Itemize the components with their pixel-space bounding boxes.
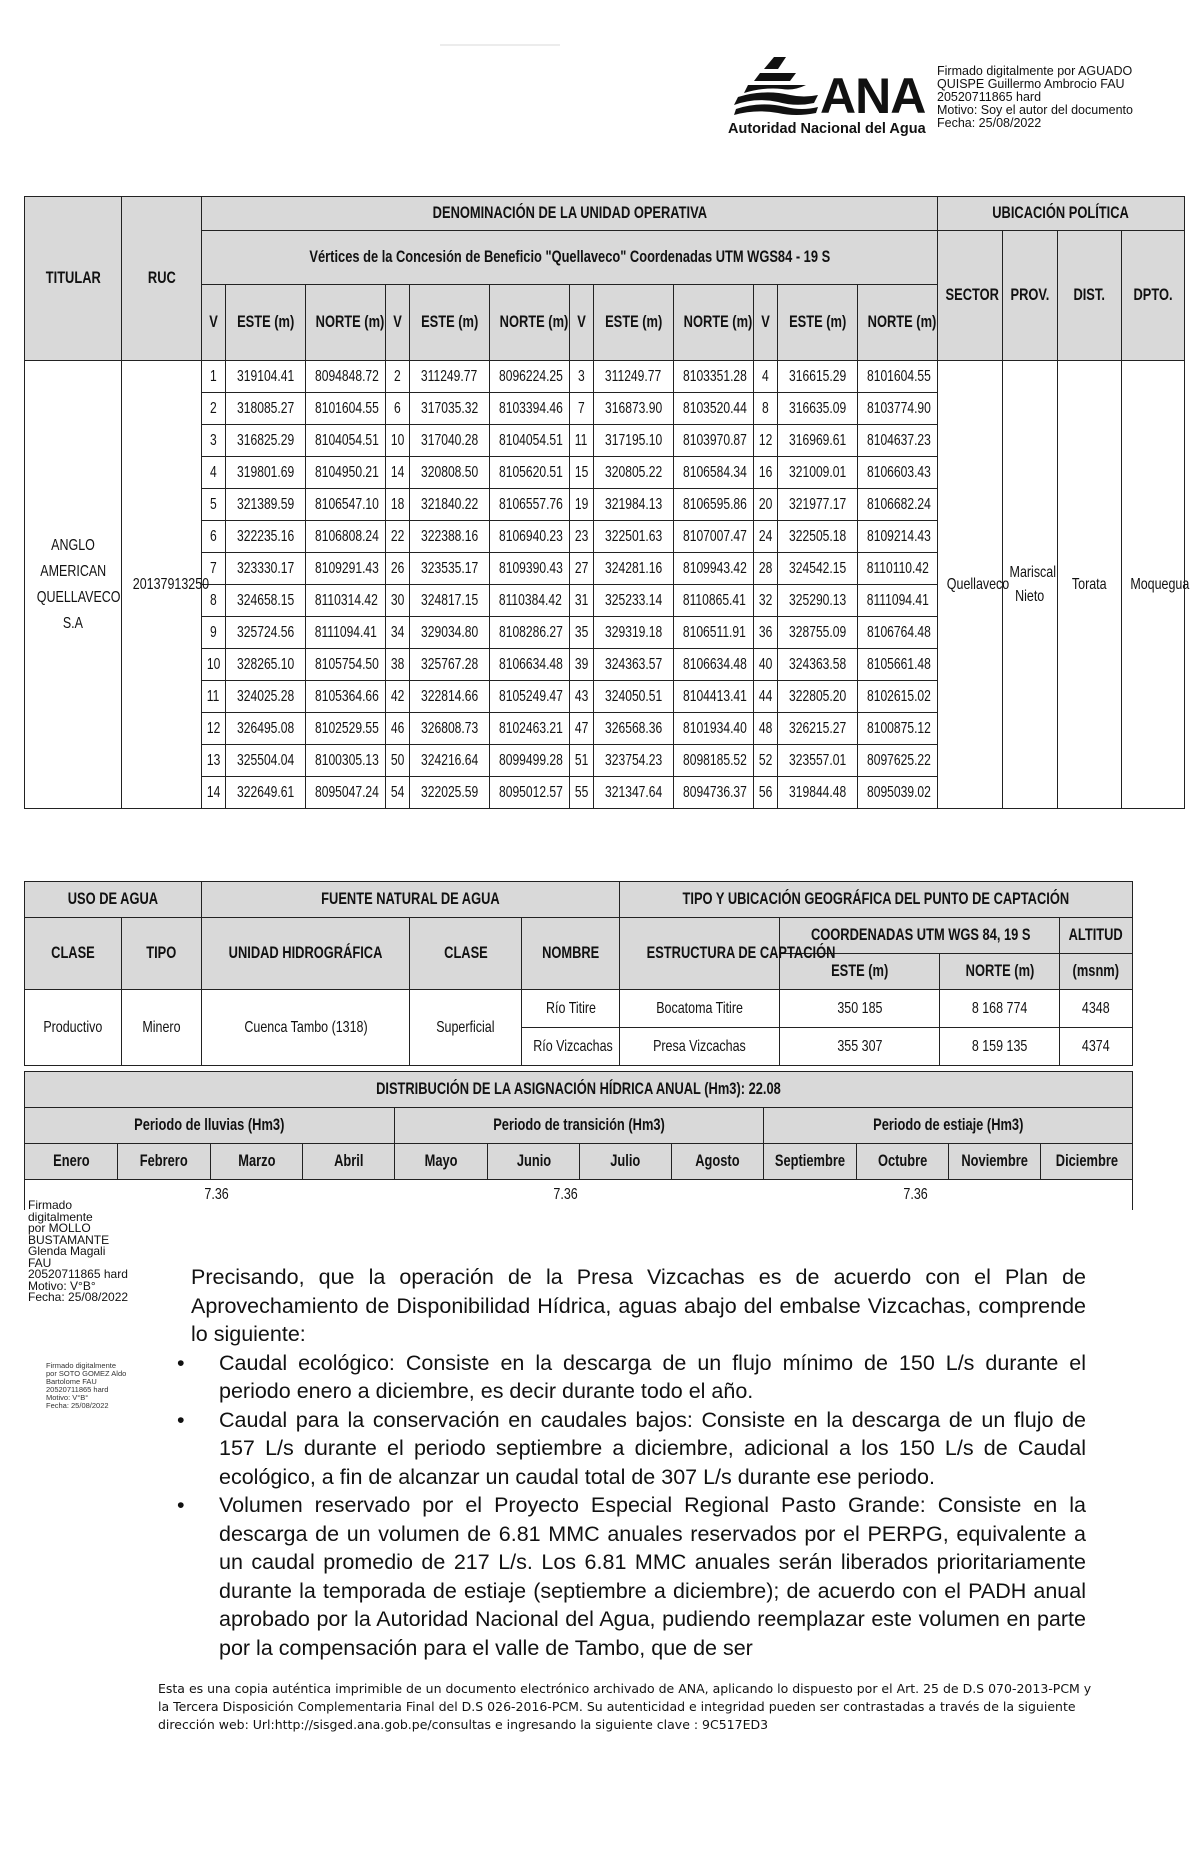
este-value: 322805.20 (778, 681, 858, 713)
v-col-header: V (202, 285, 226, 361)
este-value: 319801.69 (226, 457, 306, 489)
signature-line: Firmado digitalmente (46, 1361, 117, 1370)
dpto-header: DPTO. (1122, 231, 1185, 361)
estructura-header: ESTRUCTURA DE CAPTACIÓN (620, 918, 780, 990)
este-col-header: ESTE (m) (778, 285, 858, 361)
este-value: 324363.58 (778, 649, 858, 681)
vertex-number: 28 (754, 553, 778, 585)
vertex-number: 6 (202, 521, 226, 553)
signature-line: Motivo: V°B° (46, 1393, 89, 1402)
norte-value: 8 159 135 (940, 1028, 1060, 1066)
norte-value: 8101604.55 (858, 361, 938, 393)
altitud-unit: (msnm) (1060, 954, 1133, 990)
bullet-icon: • (177, 1350, 185, 1375)
norte-value: 8098185.52 (674, 745, 754, 777)
altitud-value: 4348 (1060, 990, 1133, 1028)
este-value: 324050.51 (594, 681, 674, 713)
norte-value: 8106634.48 (490, 649, 570, 681)
vertex-number: 46 (386, 713, 410, 745)
norte-value: 8102615.02 (858, 681, 938, 713)
vertex-number: 18 (386, 489, 410, 521)
vertex-number: 12 (202, 713, 226, 745)
norte-value: 8094736.37 (674, 777, 754, 809)
vertex-number: 11 (202, 681, 226, 713)
este-value: 323535.17 (410, 553, 490, 585)
norte-value: 8100875.12 (858, 713, 938, 745)
signature-line: Fecha: 25/08/2022 (28, 1290, 129, 1304)
month-header: Agosto (672, 1144, 764, 1180)
norte-value: 8110314.42 (306, 585, 386, 617)
titular-value: ANGLO AMERICAN QUELLAVECO S.A (25, 361, 122, 809)
vertex-number: 38 (386, 649, 410, 681)
vertex-number: 39 (570, 649, 594, 681)
dpto-value: Moquegua (1122, 361, 1185, 809)
este-value: 322649.61 (226, 777, 306, 809)
clase-header: CLASE (25, 918, 122, 990)
norte-value: 8097625.22 (858, 745, 938, 777)
table-row (25, 361, 1185, 393)
norte-col-header: NORTE (m) (858, 285, 938, 361)
norte-value: 8104950.21 (306, 457, 386, 489)
signature-line: BUSTAMANTE (28, 1232, 110, 1247)
vertex-number: 50 (386, 745, 410, 777)
vertex-number: 5 (202, 489, 226, 521)
norte-value: 8111094.41 (306, 617, 386, 649)
signature-line: FAU (28, 1255, 52, 1270)
digital-signature-left (28, 1200, 158, 1304)
norte-value: 8106557.76 (490, 489, 570, 521)
norte-value: 8110110.42 (858, 553, 938, 585)
ubicacion-header: UBICACIÓN POLÍTICA (938, 197, 1185, 231)
signature-line: digitalmente (28, 1209, 93, 1224)
period-lluvias: Periodo de lluvias (Hm3) (25, 1108, 395, 1144)
ana-logo (728, 55, 933, 145)
top-mark (440, 44, 560, 46)
norte-value: 8104413.41 (674, 681, 754, 713)
norte-value: 8109943.42 (674, 553, 754, 585)
signature-line: 20520711865 hard (937, 90, 1042, 104)
signature-line: por SOTO GOMEZ Aldo (46, 1369, 127, 1378)
este-value: 316635.09 (778, 393, 858, 425)
norte-value: 8101934.40 (674, 713, 754, 745)
vertex-number: 52 (754, 745, 778, 777)
digital-signature-left-small (46, 1362, 146, 1410)
fuente-header: FUENTE NATURAL DE AGUA (202, 882, 620, 918)
vertex-number: 8 (202, 585, 226, 617)
este-value: 316615.29 (778, 361, 858, 393)
list-item: • Volumen reservado por el Proyecto Especial Regional Pasto Grande: Consiste en la descarga de un volumen de 6.81 MMC anuales reservados por el PERPG, equivalente a un caudal promedio de 217 L/s. Los 6.81 MMC anuales serán liberados prioritariamente durante la temporada de estiaje (septiembre a diciembre); de acuerdo con el PADH anual aprobado por la Autoridad Nacional del Agua, pudiendo reemplazar este volumen en parte por la compensación para el valle de Tambo, que de ser (177, 1493, 1086, 1660)
norte-value: 8095039.02 (858, 777, 938, 809)
este-header: ESTE (m) (780, 954, 940, 990)
dist-value: Torata (1058, 361, 1122, 809)
norte-value: 8096224.25 (490, 361, 570, 393)
vertex-number: 4 (202, 457, 226, 489)
este-value: 322235.16 (226, 521, 306, 553)
vertex-number: 15 (570, 457, 594, 489)
norte-value: 8103351.28 (674, 361, 754, 393)
month-header: Junio (488, 1144, 580, 1180)
v-col-header: V (386, 285, 410, 361)
este-value: 325504.04 (226, 745, 306, 777)
este-value: 328265.10 (226, 649, 306, 681)
vertex-number: 13 (202, 745, 226, 777)
este-value: 319844.48 (778, 777, 858, 809)
este-value: 323330.17 (226, 553, 306, 585)
este-value: 326495.08 (226, 713, 306, 745)
este-value: 321389.59 (226, 489, 306, 521)
vertices-header: Vértices de la Concesión de Beneficio "Quellaveco" Coordenadas UTM WGS84 - 19 S (202, 231, 938, 285)
ana-wave-icon (734, 55, 820, 117)
norte-header: NORTE (m) (940, 954, 1060, 990)
norte-value: 8095047.24 (306, 777, 386, 809)
value-transicion: 7.36 (552, 1186, 578, 1203)
bullet-list (177, 1349, 1086, 1663)
vertex-number: 6 (386, 393, 410, 425)
value-estiaje: 7.36 (764, 1180, 1133, 1211)
este-value: 319104.41 (226, 361, 306, 393)
month-header: Noviembre (949, 1144, 1041, 1180)
este-value: 325724.56 (226, 617, 306, 649)
norte-value: 8105249.47 (490, 681, 570, 713)
este-value: 316825.29 (226, 425, 306, 457)
este-value: 329034.80 (410, 617, 490, 649)
norte-value: 8110384.42 (490, 585, 570, 617)
este-value: 326808.73 (410, 713, 490, 745)
norte-value: 8106634.48 (674, 649, 754, 681)
month-header: Abril (303, 1144, 395, 1180)
norte-value: 8107007.47 (674, 521, 754, 553)
norte-value: 8105661.48 (858, 649, 938, 681)
norte-value: 8106584.34 (674, 457, 754, 489)
vertex-number: 48 (754, 713, 778, 745)
este-value: 322388.16 (410, 521, 490, 553)
month-header: Julio (580, 1144, 672, 1180)
denominacion-header: DENOMINACIÓN DE LA UNIDAD OPERATIVA (202, 197, 938, 231)
tipo-value: Minero (122, 990, 202, 1066)
vertex-number: 8 (754, 393, 778, 425)
vertex-number: 24 (754, 521, 778, 553)
estructura-value: Presa Vizcachas (620, 1028, 780, 1066)
bullet-icon: • (177, 1407, 185, 1432)
vertex-number: 11 (570, 425, 594, 457)
vertex-number: 20 (754, 489, 778, 521)
period-transicion: Periodo de transición (Hm3) (395, 1108, 764, 1144)
norte-value: 8105754.50 (306, 649, 386, 681)
norte-value: 8103970.87 (674, 425, 754, 457)
este-col-header: ESTE (m) (226, 285, 306, 361)
este-value: 324542.15 (778, 553, 858, 585)
norte-value: 8106764.48 (858, 617, 938, 649)
norte-value: 8109291.43 (306, 553, 386, 585)
este-value: 323557.01 (778, 745, 858, 777)
vertex-number: 47 (570, 713, 594, 745)
vertex-number: 36 (754, 617, 778, 649)
este-value: 328755.09 (778, 617, 858, 649)
vertex-number: 9 (202, 617, 226, 649)
norte-value: 8104637.23 (858, 425, 938, 457)
este-value: 311249.77 (410, 361, 490, 393)
este-value: 321009.01 (778, 457, 858, 489)
vertex-number: 43 (570, 681, 594, 713)
footer-note: Esta es una copia auténtica imprimible de un documento electrónico archivado de ANA, aplicando lo dispuesto por el Art. 25 de D.S 070-2013-PCM y la Tercera Disposición Complementaria Final del D.S 026-2016-PCM. Su autenticidad e integridad pueden ser contrastadas a través de la siguiente dirección web: Url:http://sisged.ana.gob.pe/consultas e ingresando la siguiente clave : 9C517ED3 (158, 1681, 1092, 1732)
ruc-value: 20137913250 (122, 361, 202, 809)
norte-value: 8109214.43 (858, 521, 938, 553)
norte-value: 8106595.86 (674, 489, 754, 521)
coordenadas-header: COORDENADAS UTM WGS 84, 19 S (780, 918, 1060, 954)
este-value: 321347.64 (594, 777, 674, 809)
vertex-number: 54 (386, 777, 410, 809)
list-item: • Caudal ecológico: Consiste en la descarga de un flujo mínimo de 150 L/s durante el periodo enero a diciembre, es decir durante todo el año. (177, 1350, 1086, 1403)
signature-line: Bartolome FAU (46, 1377, 97, 1386)
vertex-number: 44 (754, 681, 778, 713)
uso-agua-header: USO DE AGUA (25, 882, 202, 918)
vertex-number: 10 (202, 649, 226, 681)
signature-line: Fecha: 25/08/2022 (46, 1401, 109, 1410)
dist-header: DIST. (1058, 231, 1122, 361)
logo-subtitle: Autoridad Nacional del Agua (728, 121, 926, 137)
signature-line: Firmado digitalmente por AGUADO (937, 64, 1133, 78)
este-value: 322505.18 (778, 521, 858, 553)
norte-value: 8095012.57 (490, 777, 570, 809)
prov-header: PROV. (1003, 231, 1058, 361)
este-value: 325233.14 (594, 585, 674, 617)
sector-header: SECTOR (938, 231, 1003, 361)
period-estiaje: Periodo de estiaje (Hm3) (764, 1108, 1133, 1144)
norte-value: 8102529.55 (306, 713, 386, 745)
norte-value: 8104054.51 (490, 425, 570, 457)
norte-value: 8106547.10 (306, 489, 386, 521)
vertex-number: 35 (570, 617, 594, 649)
tipo-header: TIPO (122, 918, 202, 990)
altitud-value: 4374 (1060, 1028, 1133, 1066)
tipo-ubicacion-header: TIPO Y UBICACIÓN GEOGRÁFICA DEL PUNTO DE CAPTACIÓN (620, 882, 1133, 918)
vertex-number: 2 (202, 393, 226, 425)
clase-fuente-header: CLASE (410, 918, 522, 990)
este-value: 329319.18 (594, 617, 674, 649)
este-value: 324658.15 (226, 585, 306, 617)
v-col-header: V (570, 285, 594, 361)
norte-value: 8111094.41 (858, 585, 938, 617)
norte-value: 8103774.90 (858, 393, 938, 425)
vertex-number: 42 (386, 681, 410, 713)
norte-value: 8094848.72 (306, 361, 386, 393)
este-value: 326215.27 (778, 713, 858, 745)
month-header: Febrero (118, 1144, 211, 1180)
vertex-number: 14 (202, 777, 226, 809)
vertex-number: 3 (202, 425, 226, 457)
este-value: 317035.32 (410, 393, 490, 425)
titular-header: TITULAR (25, 197, 122, 361)
norte-value: 8110865.41 (674, 585, 754, 617)
distribution-title: DISTRIBUCIÓN DE LA ASIGNACIÓN HÍDRICA ANUAL (Hm3): 22.08 (25, 1072, 1133, 1108)
este-value: 321840.22 (410, 489, 490, 521)
vertex-number: 27 (570, 553, 594, 585)
logo-word: ANA (820, 68, 926, 124)
nombre-value: Río Titire (522, 990, 620, 1028)
prov-value: Mariscal Nieto (1003, 361, 1058, 809)
unidad-hidrografica-header: UNIDAD HIDROGRÁFICA (202, 918, 410, 990)
vertex-number: 12 (754, 425, 778, 457)
month-header: Octubre (857, 1144, 949, 1180)
norte-value: 8106603.43 (858, 457, 938, 489)
este-value: 322814.66 (410, 681, 490, 713)
norte-value: 8106808.24 (306, 521, 386, 553)
norte-value: 8102463.21 (490, 713, 570, 745)
vertex-number: 22 (386, 521, 410, 553)
vertex-number: 32 (754, 585, 778, 617)
norte-value: 8105620.51 (490, 457, 570, 489)
norte-value: 8106940.23 (490, 521, 570, 553)
vertex-number: 19 (570, 489, 594, 521)
este-value: 321984.13 (594, 489, 674, 521)
signature-line: 20520711865 hard (28, 1267, 128, 1281)
este-value: 325290.13 (778, 585, 858, 617)
norte-value: 8103394.46 (490, 393, 570, 425)
este-value: 323754.23 (594, 745, 674, 777)
este-value: 322501.63 (594, 521, 674, 553)
vertex-number: 23 (570, 521, 594, 553)
vertex-number: 31 (570, 585, 594, 617)
norte-value: 8106511.91 (674, 617, 754, 649)
norte-value: 8109390.43 (490, 553, 570, 585)
bullet-icon: • (177, 1493, 185, 1517)
norte-value: 8104054.51 (306, 425, 386, 457)
month-header: Diciembre (1041, 1144, 1133, 1180)
norte-value: 8 168 774 (940, 990, 1060, 1028)
norte-col-header: NORTE (m) (490, 285, 570, 361)
signature-line: Glenda Magali (28, 1244, 106, 1258)
signature-line: 20520711865 hard (46, 1385, 109, 1394)
vertex-number: 56 (754, 777, 778, 809)
este-value: 317195.10 (594, 425, 674, 457)
vertex-number: 30 (386, 585, 410, 617)
signature-line: Motivo: Soy el autor del documento (937, 103, 1133, 117)
body-text (177, 1263, 1086, 1662)
norte-col-header: NORTE (m) (674, 285, 754, 361)
este-value: 317040.28 (410, 425, 490, 457)
signature-line: Fecha: 25/08/2022 (937, 116, 1042, 130)
vertex-number: 51 (570, 745, 594, 777)
vertex-number: 2 (386, 361, 410, 393)
nombre-value: Río Vizcachas (522, 1028, 620, 1066)
este-value: 324025.28 (226, 681, 306, 713)
vertex-number: 55 (570, 777, 594, 809)
norte-col-header: NORTE (m) (306, 285, 386, 361)
este-value: 355 307 (780, 1028, 940, 1066)
vertex-number: 3 (570, 361, 594, 393)
intro-paragraph: Precisando, que la operación de la Presa Vizcachas es de acuerdo con el Plan de Aprovechamiento de Disponibilidad Hídrica, aguas abajo del embalse Vizcachas, comprende lo siguiente: (191, 1265, 1086, 1346)
norte-value: 8108286.27 (490, 617, 570, 649)
clase-value: Productivo (25, 990, 122, 1066)
este-value: 320805.22 (594, 457, 674, 489)
este-value: 324216.64 (410, 745, 490, 777)
signature-line: por MOLLO (28, 1221, 91, 1235)
month-header: Marzo (211, 1144, 303, 1180)
este-col-header: ESTE (m) (594, 285, 674, 361)
nombre-header: NOMBRE (522, 918, 620, 990)
month-header: Mayo (395, 1144, 488, 1180)
distribution-table (24, 1071, 1133, 1210)
norte-value: 8105364.66 (306, 681, 386, 713)
norte-value: 8101604.55 (306, 393, 386, 425)
este-value: 322025.59 (410, 777, 490, 809)
vertex-number: 7 (570, 393, 594, 425)
unidad-value: Cuenca Tambo (1318) (202, 990, 410, 1066)
estructura-value: Bocatoma Titire (620, 990, 780, 1028)
clase-fuente-value: Superficial (410, 990, 522, 1066)
este-value: 324363.57 (594, 649, 674, 681)
digital-signature-top (937, 65, 1162, 130)
signature-line: Motivo: V°B° (28, 1278, 96, 1293)
value-lluvias: 7.36 (25, 1180, 395, 1211)
este-value: 311249.77 (594, 361, 674, 393)
ruc-header: RUC (122, 197, 202, 361)
sector-value: Quellaveco (938, 361, 1003, 809)
vertex-number: 14 (386, 457, 410, 489)
vertex-number: 34 (386, 617, 410, 649)
altitud-header: ALTITUD (1060, 918, 1133, 954)
este-value: 324281.16 (594, 553, 674, 585)
vertex-number: 1 (202, 361, 226, 393)
este-value: 321977.17 (778, 489, 858, 521)
este-value: 325767.28 (410, 649, 490, 681)
norte-value: 8103520.44 (674, 393, 754, 425)
este-value: 320808.50 (410, 457, 490, 489)
este-value: 324817.15 (410, 585, 490, 617)
este-col-header: ESTE (m) (410, 285, 490, 361)
concession-vertices-table (24, 196, 1190, 809)
este-value: 326568.36 (594, 713, 674, 745)
norte-value: 8106682.24 (858, 489, 938, 521)
vertex-number: 26 (386, 553, 410, 585)
vertex-number: 7 (202, 553, 226, 585)
vertex-number: 40 (754, 649, 778, 681)
norte-value: 8100305.13 (306, 745, 386, 777)
vertex-number: 16 (754, 457, 778, 489)
norte-value: 8099499.28 (490, 745, 570, 777)
v-col-header: V (754, 285, 778, 361)
signature-line: Firmado (28, 1198, 73, 1212)
month-header: Septiembre (764, 1144, 857, 1180)
este-value: 316873.90 (594, 393, 674, 425)
signature-line: QUISPE Guillermo Ambrocio FAU (937, 77, 1125, 91)
vertex-number: 10 (386, 425, 410, 457)
water-source-table (24, 881, 1133, 1066)
este-value: 318085.27 (226, 393, 306, 425)
list-item: • Caudal para la conservación en caudales bajos: Consiste en la descarga de un flujo de 157 L/s durante el periodo septiembre a diciembre, adicional a los 150 L/s de Caudal ecológico, a fin de alcanzar un caudal total de 307 L/s durante ese periodo. (177, 1407, 1086, 1489)
month-header: Enero (25, 1144, 118, 1180)
este-value: 350 185 (780, 990, 940, 1028)
este-value: 316969.61 (778, 425, 858, 457)
vertex-number: 4 (754, 361, 778, 393)
